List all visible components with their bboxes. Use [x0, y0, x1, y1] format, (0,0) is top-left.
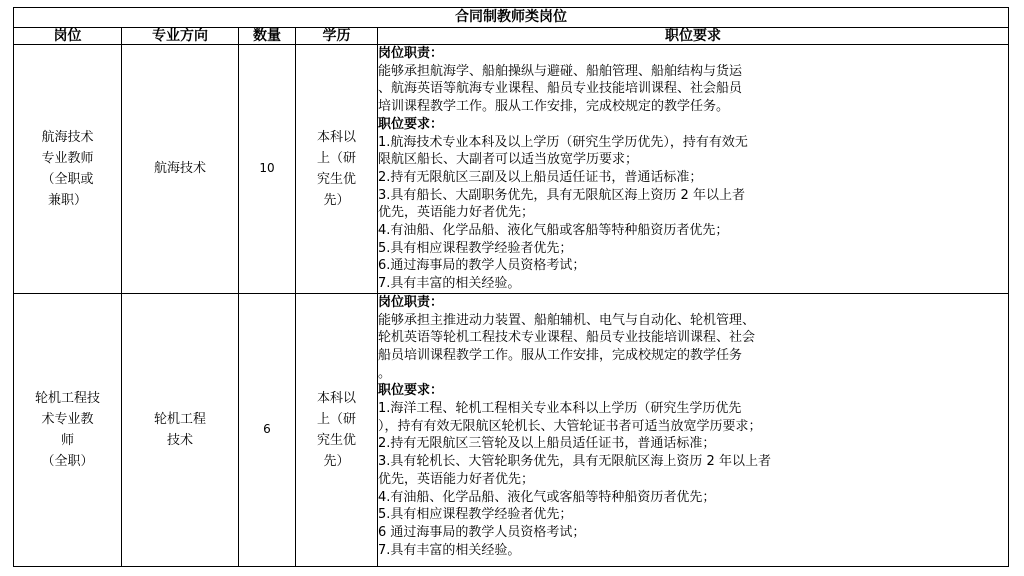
requirement-line: 优先，英语能力好者优先； — [378, 471, 535, 487]
requirement-line: 1.航海技术专业本科及以上学历（研究生学历优先），持有有效无 — [378, 134, 748, 150]
header-count: 数量 — [239, 28, 296, 45]
position-line: 兼职） — [47, 192, 87, 208]
count-cell: 10 — [239, 45, 296, 294]
requirement-line: 4.有油船、化学品船、液化气船或客船等特种船资历者优先； — [378, 223, 729, 239]
education-line: 本科以 — [316, 390, 356, 406]
major-line: 轮机工程 — [153, 411, 206, 427]
education-cell — [296, 45, 378, 294]
position-cell — [14, 45, 122, 294]
duty-line: 能够承担航海学、船舶操纵与避碰、船舶管理、船舶结构与货运 — [378, 63, 743, 79]
requirement-heading: 职位要求： — [378, 116, 444, 132]
header-position: 岗位 — [14, 28, 122, 45]
education-line: 上（研 — [316, 150, 356, 166]
duty-line: 培训课程教学工作。服从工作安排，完成校规定的教学任务。 — [378, 99, 730, 115]
position-line: 师 — [60, 432, 74, 448]
position-line: 专业教师 — [41, 150, 94, 166]
duty-line: 船员培训课程教学工作。服从工作安排，完成校规定的教学任务 — [378, 347, 743, 363]
major-cell — [122, 45, 239, 294]
education-line: 究生优 — [316, 432, 356, 448]
position-line: 术专业教 — [41, 411, 94, 427]
requirements-cell — [378, 293, 1009, 566]
job-table — [13, 7, 1009, 567]
requirement-line: 优先，英语能力好者优先； — [378, 205, 535, 221]
requirement-line: 7.具有丰富的相关经验。 — [378, 276, 521, 292]
education-line: 本科以 — [316, 129, 356, 145]
requirement-line: 6.通过海事局的教学人员资格考试； — [378, 258, 586, 274]
requirement-line: 7.具有丰富的相关经验。 — [378, 542, 521, 558]
requirement-line: 4.有油船、化学品船、液化气或客船等特种船资历者优先； — [378, 489, 716, 505]
position-line: （全职） — [41, 453, 94, 469]
table-title: 合同制教师类岗位 — [14, 8, 1009, 28]
requirement-line: 限航区船长、大副者可以适当放宽学历要求； — [378, 152, 639, 168]
requirement-line: 6 通过海事局的教学人员资格考试； — [378, 524, 586, 540]
count-cell: 6 — [239, 293, 296, 566]
position-cell — [14, 293, 122, 566]
major-cell — [122, 293, 239, 566]
duty-line: 能够承担主推进动力装置、船舶辅机、电气与自动化、轮机管理、 — [378, 312, 756, 328]
duty-heading: 岗位职责： — [378, 294, 444, 310]
table-row — [14, 293, 1009, 566]
requirement-heading: 职位要求： — [378, 383, 444, 399]
duty-line: 。 — [378, 365, 392, 381]
requirement-line: ），持有有效无限航区轮机长、大管轮证书者可适当放宽学历要求； — [378, 418, 762, 434]
header-major: 专业方向 — [122, 28, 239, 45]
education-line: 先） — [323, 453, 350, 469]
position-line: 航海技术 — [41, 129, 94, 145]
requirement-line: 2.持有无限航区三管轮及以上船员适任证书，普通话标准； — [378, 436, 716, 452]
duty-line: 、航海英语等航海专业课程、船员专业技能培训课程、社会船员 — [378, 81, 743, 97]
education-cell — [296, 293, 378, 566]
requirements-cell — [378, 45, 1009, 294]
table-row — [14, 45, 1009, 294]
position-line: 轮机工程技 — [34, 390, 100, 406]
requirement-line: 1.海洋工程、轮机工程相关专业本科以上学历（研究生学历优先 — [378, 401, 742, 417]
duty-line: 轮机英语等轮机工程技术专业课程、船员专业技能培训课程、社会 — [378, 330, 756, 346]
requirement-line: 3.具有轮机长、大管轮职务优先，具有无限航区海上资历 2 年以上者 — [378, 454, 771, 470]
requirement-line: 2.持有无限航区三副及以上船员适任证书，普通话标准； — [378, 169, 703, 185]
education-line: 先） — [323, 192, 350, 208]
header-requirements: 职位要求 — [378, 28, 1009, 45]
education-line: 上（研 — [316, 411, 356, 427]
education-line: 究生优 — [316, 171, 356, 187]
requirement-line: 5.具有相应课程教学经验者优先； — [378, 507, 573, 523]
header-education: 学历 — [296, 28, 378, 45]
requirement-line: 5.具有相应课程教学经验者优先； — [378, 240, 573, 256]
requirement-line: 3.具有船长、大副职务优先，具有无限航区海上资历 2 年以上者 — [378, 187, 745, 203]
duty-heading: 岗位职责： — [378, 46, 444, 61]
major-line: 技术 — [166, 432, 193, 448]
major-line: 航海技术 — [153, 161, 206, 177]
position-line: （全职或 — [41, 171, 94, 187]
